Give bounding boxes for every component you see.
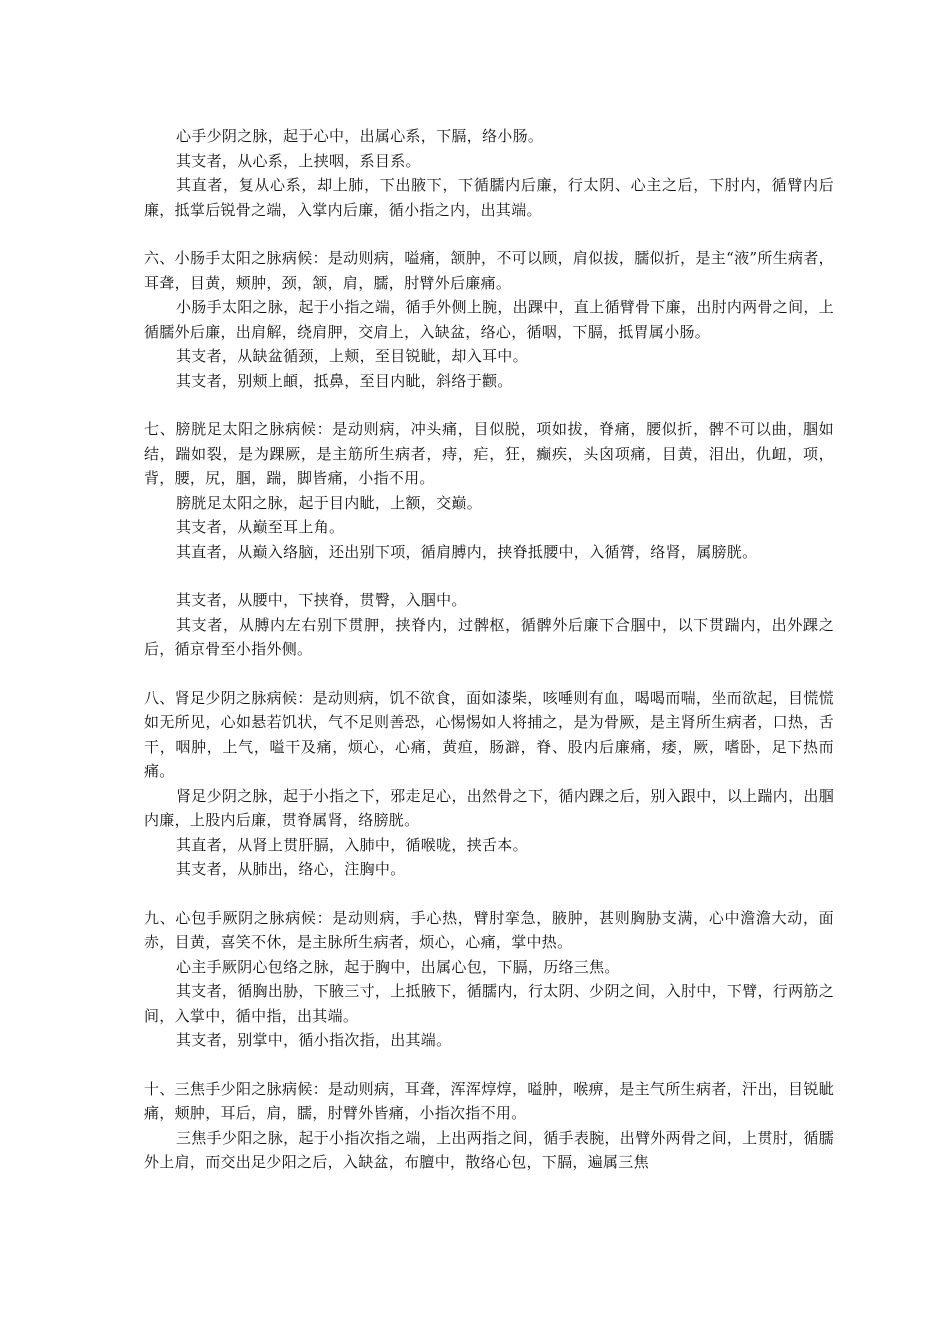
body-paragraph: 其支者，从心系，上挟咽，系目系。 — [176, 151, 421, 170]
body-paragraph: 肾足少阴之脉，起于小指之下，邪走足心，出然骨之下，循内踝之后，别入跟中，以上踹内，出腘内廉，上股内后廉，贯脊属肾，络膀胱。 — [144, 786, 834, 829]
paragraph-gap — [144, 393, 834, 417]
body-paragraph: 其支者，从膊内左右别下贯胛，挟脊内，过髀枢，循髀外后廉下合腘中，以下贯踹内，出外踝之后，循京骨至小指外侧。 — [144, 615, 834, 658]
body-paragraph: 其支者，从腰中，下挟脊，贯臀，入腘中。 — [176, 591, 467, 609]
paragraph-gap — [144, 882, 834, 906]
body-paragraph: 其直者，从巅入络脑，还出别下项，循肩膊内，挟脊抵腰中，入循膂，络肾，属膀胱。 — [176, 542, 758, 561]
body-paragraph: 心主手厥阴心包络之脉，起于胸中，出属心包，下膈，历络三焦。 — [176, 957, 620, 976]
body-paragraph: 三焦手少阳之脉，起于小指次指之端，上出两指之间，循手表腕，出臂外两骨之间，上贯肘，循臑外上肩，而交出足少阳之后，入缺盆，布膻中，散络心包，下膈，遍属三焦 — [144, 1128, 834, 1171]
section-heading-paragraph: 八、肾足少阴之脉病候：是动则病，饥不欲食，面如漆柴，咳唾则有血，喝喝而喘，坐而欲起，目慌慌如无所见，心如悬若饥状，气不足则善恐，心惕惕如人将捕之，是为骨厥，是主肾所生病者，口热，舌干，咽肿，上气，嗌干及痛，烦心，心痛，黄疸，肠澼，脊、股内后廉痛，痿，厥，嗜卧，足下热而痛。 — [144, 688, 834, 780]
body-paragraph: 其支者，别颊上頔，抵鼻，至目内眦，斜络于颧。 — [176, 371, 513, 390]
body-paragraph: 膀胱足太阳之脉，起于目内眦，上额，交巅。 — [176, 493, 483, 512]
body-paragraph: 其直者，复从心系，却上肺，下出腋下，下循臑内后廉，行太阴、心主之后，下肘内，循臂内后廉，抵掌后锐骨之端，入掌内后廉，循小指之内，出其端。 — [144, 176, 834, 219]
paragraph-gap — [144, 662, 834, 686]
body-paragraph: 其支者，从缺盆循颈，上颊，至目锐眦，却入耳中。 — [176, 347, 528, 365]
section-heading-paragraph: 九、心包手厥阴之脉病候：是动则病，手心热，臂肘挛急，腋肿，甚则胸胁支满，心中澹澹大动，面赤，目黄，喜笑不休，是主脉所生病者，烦心，心痛，掌中热。 — [144, 908, 834, 951]
body-paragraph: 其支者，循胸出胁，下腋三寸，上抵腋下，循臑内，行太阴、少阴之间，入肘中，下臂，行两筋之间，入掌中，循中指，出其端。 — [144, 982, 834, 1025]
body-paragraph: 小肠手太阳之脉，起于小指之端，循手外侧上腕，出踝中，直上循臂骨下廉，出肘内两骨之间，上循臑外后廉，出肩解，绕肩胛，交肩上，入缺盆，络心，循咽，下膈，抵胃属小肠。 — [144, 298, 834, 341]
paragraph-gap — [144, 222, 834, 246]
paragraph-gap — [144, 564, 834, 588]
body-paragraph: 其支者，从肺出，络心，注胸中。 — [176, 860, 406, 878]
body-paragraph: 其支者，从巅至耳上角。 — [176, 518, 345, 536]
section-heading-paragraph: 十、三焦手少阳之脉病候：是动则病，耳聋，浑浑焞焞，嗌肿，喉痹，是主气所生病者，汗出，目锐眦痛，颊肿，耳后，肩，臑，肘臂外皆痛，小指次指不用。 — [144, 1079, 834, 1122]
body-paragraph: 其直者，从肾上贯肝膈，入肺中，循喉咙，挟舌本。 — [176, 835, 528, 854]
body-paragraph: 其支者，别掌中，循小指次指，出其端。 — [176, 1031, 452, 1049]
text-body — [144, 124, 834, 1175]
body-paragraph: 心手少阴之脉，起于心中，出属心系，下膈，络小肠。 — [176, 127, 544, 145]
section-heading-paragraph: 六、小肠手太阳之脉病候：是动则病，嗌痛，颔肿，不可以顾，肩似拔，臑似折，是主“液”所生病者，耳聋，目黄，颊肿，颈，颔，肩，臑，肘臂外后廉痛。 — [144, 249, 834, 292]
section-heading-paragraph: 七、膀胱足太阳之脉病候：是动则病，冲头痛，目似脱，项如拔，脊痛，腰似折，髀不可以曲，腘如结，踹如裂，是为踝厥，是主筋所生病者，痔，疟，狂，癫疾，头囟项痛，目黄，泪出，仇衄，项，背，腰，尻，腘，踹，脚皆痛，小指不用。 — [144, 420, 834, 487]
paragraph-gap — [144, 1053, 834, 1077]
